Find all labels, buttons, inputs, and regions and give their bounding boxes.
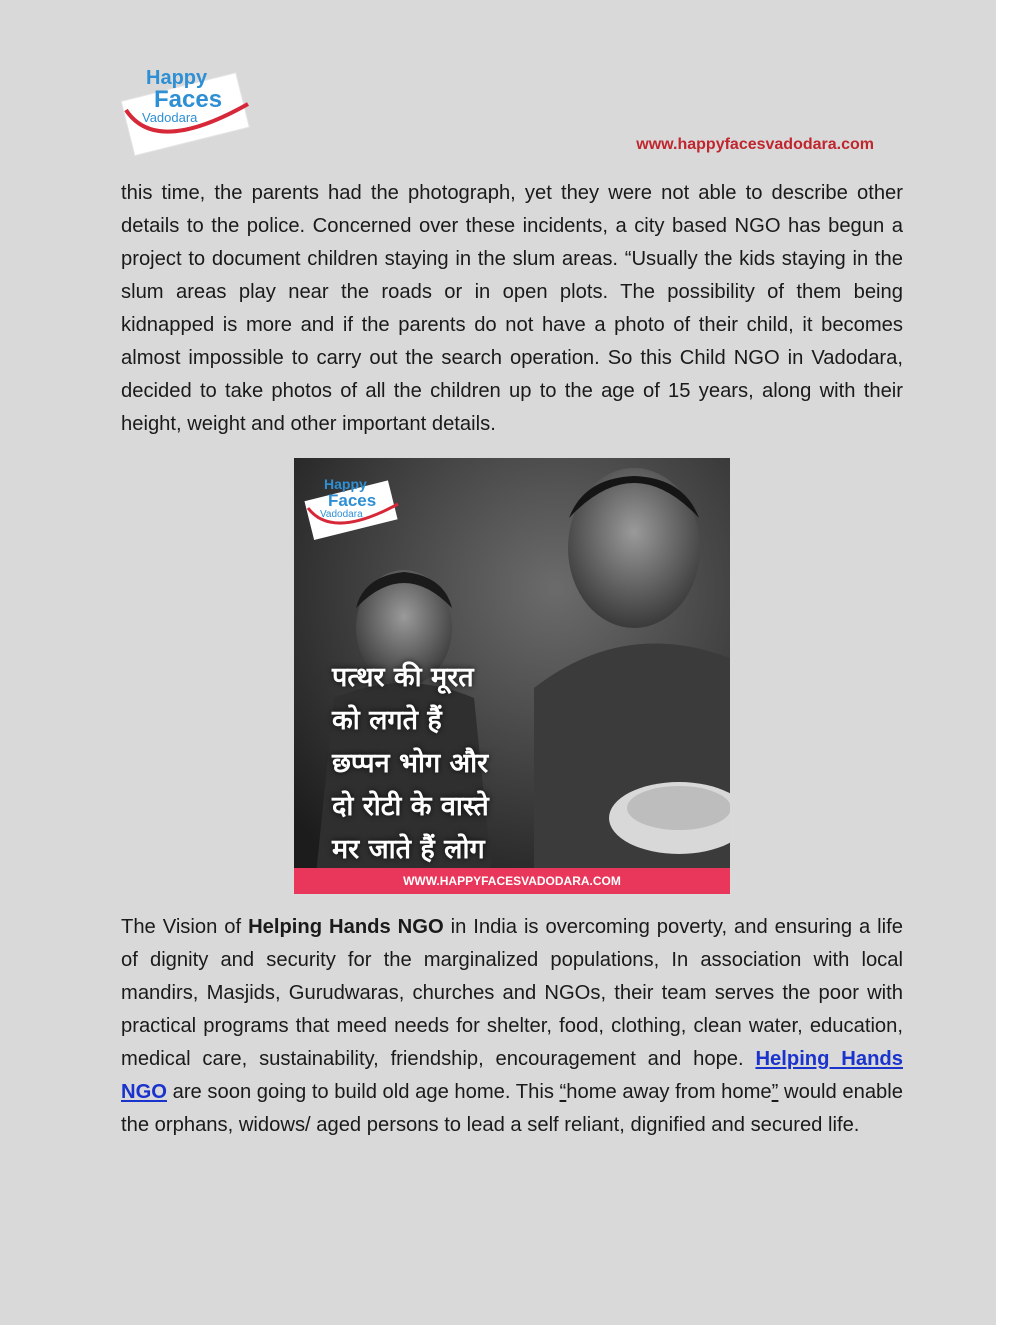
svg-text:Faces: Faces bbox=[328, 491, 377, 510]
paragraph-1: this time, the parents had the photograph, yet they were not able to describe other details to the police. Concerned over these incidents, a city based NGO has begun a project to document children staying in the slum areas. “Usually the kids staying in the slum areas play near the roads or in open plots. The possibility of them being kidnapped is more and if the parents do not have a photo of their child, it becomes almost impossible to carry out the search operation. So this Child NGO in Vadodara, decided to take photos of all the children up to the age of 15 years, along with their height, weight and other important details. bbox=[121, 182, 903, 435]
ngo-name-bold: Helping Hands NGO bbox=[248, 916, 444, 938]
svg-text:Vadodara: Vadodara bbox=[320, 509, 363, 520]
caption-line: छप्पन भोग और bbox=[332, 748, 489, 779]
svg-text:Happy: Happy bbox=[324, 476, 367, 492]
para2-text: would enable the orphans, widows/ aged persons to lead a self reliant, dignified and secured life. bbox=[121, 1081, 904, 1136]
close-quote: ” bbox=[771, 1081, 779, 1103]
svg-text:Vadodara: Vadodara bbox=[142, 110, 198, 125]
open-quote: “ bbox=[559, 1081, 567, 1103]
featured-image bbox=[294, 458, 730, 894]
caption-line: पत्थर की मूरत bbox=[332, 662, 474, 693]
svg-text:Happy: Happy bbox=[146, 67, 208, 89]
caption-line: दो रोटी के वास्ते bbox=[332, 791, 489, 822]
image-footer-url: WWW.HAPPYFACESVADODARA.COM bbox=[294, 868, 730, 894]
svg-text:Faces: Faces bbox=[154, 86, 223, 113]
site-url[interactable]: www.happyfacesvadodara.com bbox=[636, 136, 874, 153]
happy-faces-logo bbox=[116, 58, 256, 158]
page-margin-strip bbox=[996, 0, 1024, 1325]
image-logo bbox=[302, 470, 402, 542]
hindi-caption bbox=[332, 656, 489, 871]
paragraph-2 bbox=[121, 911, 903, 1142]
para2-text: The Vision of bbox=[121, 916, 249, 938]
para2-text: home away from home bbox=[566, 1081, 772, 1103]
caption-line: को लगते हैं bbox=[332, 705, 442, 736]
caption-line: मर जाते हैं लोग bbox=[332, 834, 485, 865]
para2-text: are soon going to build old age home. This bbox=[166, 1081, 560, 1103]
helping-hands-link[interactable]: Helping Hands NGO bbox=[121, 1048, 903, 1103]
para2-text: in India is overcoming poverty, and ensuring a life of dignity and security for the marginalized populations, In association with local mandirs, Masjids, Gurudwaras, churches and NGOs, their team serves the poor with practical programs that meed needs for shelter, food, clothing, clean water, education, medical care, sustainability, friendship, encouragement and hope. bbox=[121, 916, 903, 1070]
